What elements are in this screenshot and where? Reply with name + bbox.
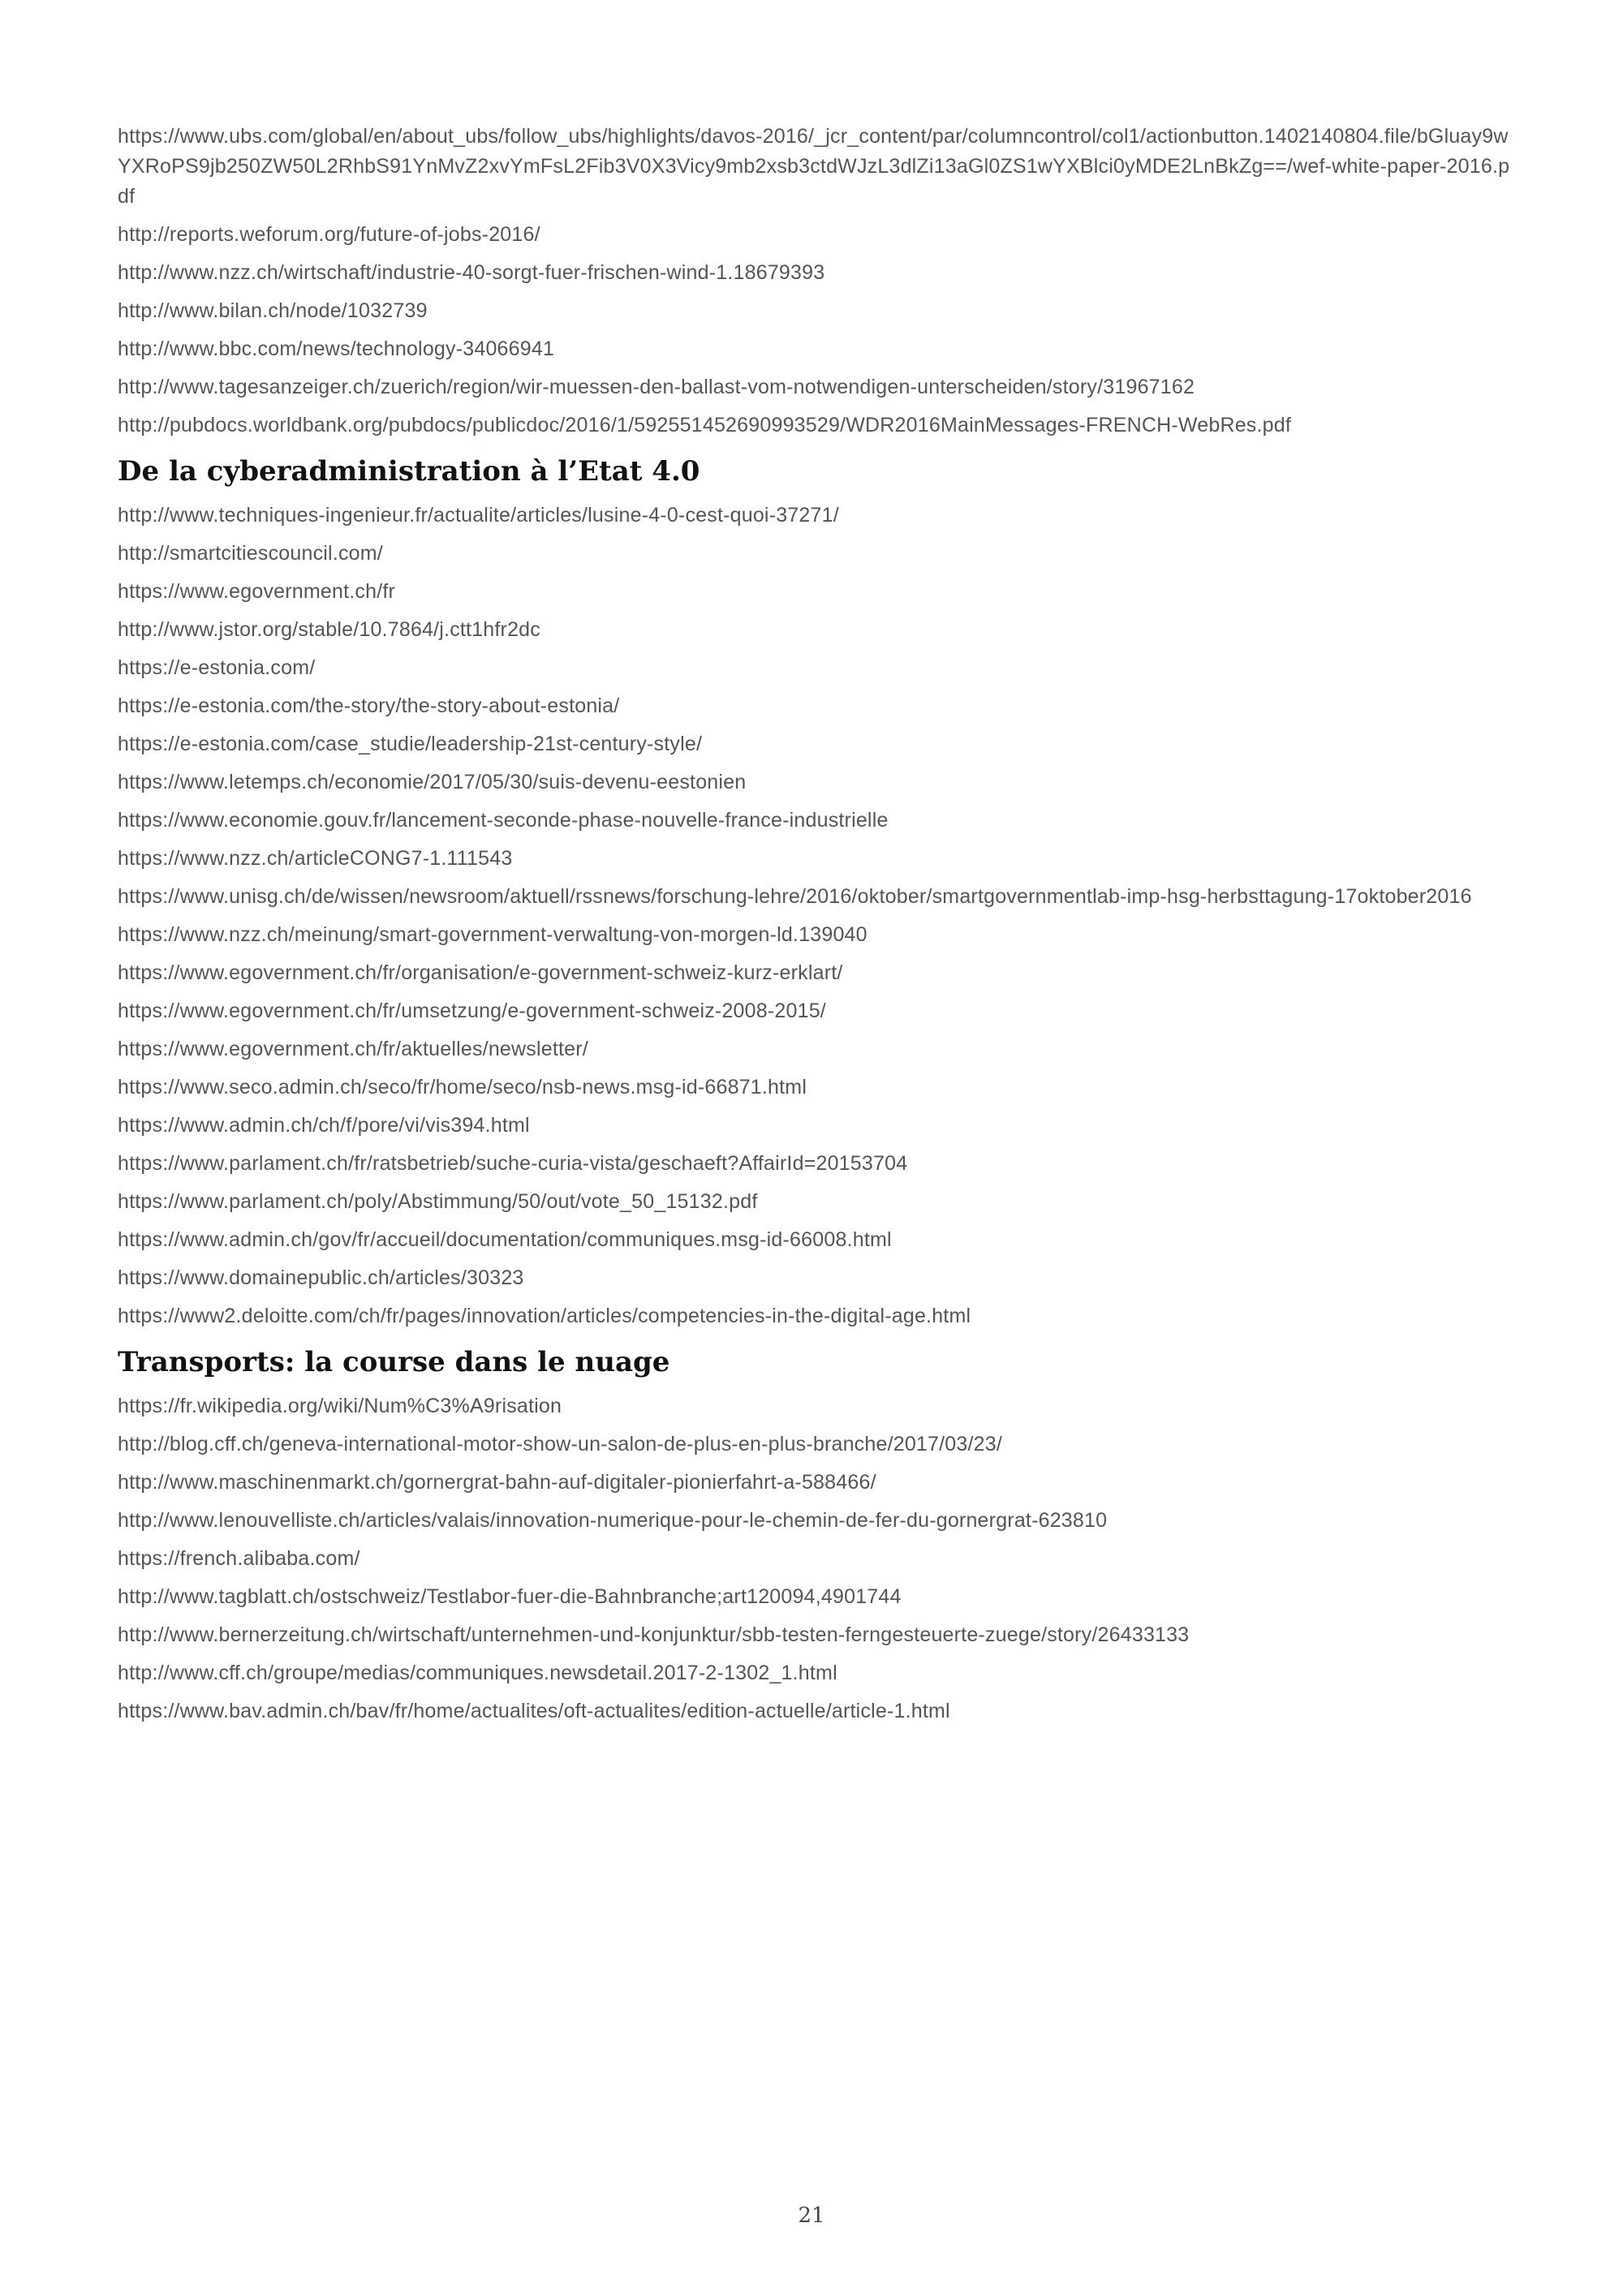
reference-link[interactable]: https://www.egovernment.ch/fr/organisation/e-government-schweiz-kurz-erklart/ — [118, 961, 843, 984]
reference-link[interactable]: https://www.economie.gouv.fr/lancement-seconde-phase-nouvelle-france-industrielle — [118, 809, 889, 832]
reference-link[interactable]: http://www.lenouvelliste.ch/articles/valais/innovation-numerique-pour-le-chemin-de-fer-du-gornergrat-623810 — [118, 1509, 1108, 1532]
reference-link[interactable]: http://reports.weforum.org/future-of-jobs-2016/ — [118, 223, 540, 246]
reference-link[interactable]: https://e-estonia.com/ — [118, 656, 316, 679]
reference-link[interactable]: http://www.jstor.org/stable/10.7864/j.ctt1hfr2dc — [118, 618, 540, 641]
section-heading-cyberadministration: De la cyberadministration à l’Etat 4.0 — [118, 455, 700, 488]
reference-link[interactable]: https://e-estonia.com/the-story/the-story-about-estonia/ — [118, 694, 620, 717]
reference-link[interactable]: http://www.cff.ch/groupe/medias/communiques.newsdetail.2017-2-1302_1.html — [118, 1662, 837, 1684]
section1-link-list — [118, 501, 1513, 1331]
reference-link[interactable]: https://www.bav.admin.ch/bav/fr/home/actualites/oft-actualites/edition-actuelle/article-1.html — [118, 1700, 950, 1722]
reference-link[interactable]: https://www.nzz.ch/articleCONG7-1.111543 — [118, 847, 513, 870]
page-number: 21 — [798, 2204, 825, 2228]
intro-link-list — [118, 122, 1513, 441]
reference-link[interactable]: https://www.seco.admin.ch/seco/fr/home/seco/nsb-news.msg-id-66871.html — [118, 1076, 807, 1099]
reference-link[interactable]: https://www.nzz.ch/meinung/smart-government-verwaltung-von-morgen-ld.139040 — [118, 923, 867, 946]
reference-link[interactable]: http://www.nzz.ch/wirtschaft/industrie-40-sorgt-fuer-frischen-wind-1.18679393 — [118, 261, 825, 284]
reference-link[interactable]: https://french.alibaba.com/ — [118, 1547, 360, 1570]
reference-link[interactable]: https://www.egovernment.ch/fr — [118, 580, 396, 603]
reference-link[interactable]: http://www.techniques-ingenieur.fr/actualite/articles/lusine-4-0-cest-quoi-37271/ — [118, 504, 839, 527]
reference-link[interactable]: https://www.egovernment.ch/fr/aktuelles/newsletter/ — [118, 1038, 588, 1060]
reference-link[interactable]: https://www.ubs.com/global/en/about_ubs/follow_ubs/highlights/davos-2016/_jcr_content/par/columncontrol/col1/actionbutton.1402140804.file/bGluay9wYXRoPS9jb250ZW50L2RhbS91YnMvZ2xvYmFsL2Fib3V0X3Vicy9mb2xsb3ctdWJzL3dlZi13aGl0ZS1wYXBlci0yMDE2LnBkZg==/wef-white-paper-2016.pdf — [118, 125, 1510, 208]
reference-link[interactable]: http://www.maschinenmarkt.ch/gornergrat-bahn-auf-digitaler-pionierfahrt-a-588466/ — [118, 1471, 876, 1494]
reference-link[interactable]: https://www.egovernment.ch/fr/umsetzung/e-government-schweiz-2008-2015/ — [118, 1000, 826, 1022]
reference-link[interactable]: https://fr.wikipedia.org/wiki/Num%C3%A9risation — [118, 1395, 562, 1417]
reference-link[interactable]: https://www.admin.ch/ch/f/pore/vi/vis394.html — [118, 1114, 530, 1137]
reference-link[interactable]: http://www.tagesanzeiger.ch/zuerich/region/wir-muessen-den-ballast-vom-notwendigen-unterscheiden/story/31967162 — [118, 376, 1195, 398]
reference-link[interactable]: http://www.bilan.ch/node/1032739 — [118, 299, 428, 322]
reference-link[interactable]: https://www.unisg.ch/de/wissen/newsroom/aktuell/rssnews/forschung-lehre/2016/oktober/smartgovernmentlab-imp-hsg-herbsttagung-17oktober2016 — [118, 885, 1472, 908]
reference-link[interactable]: https://www2.deloitte.com/ch/fr/pages/innovation/articles/competencies-in-the-digital-age.html — [118, 1305, 971, 1327]
reference-link[interactable]: https://www.domainepublic.ch/articles/30323 — [118, 1266, 524, 1289]
reference-link[interactable]: https://www.parlament.ch/fr/ratsbetrieb/suche-curia-vista/geschaeft?AffairId=20153704 — [118, 1152, 908, 1175]
reference-link[interactable]: http://smartcitiescouncil.com/ — [118, 542, 383, 565]
reference-link[interactable]: http://blog.cff.ch/geneva-international-motor-show-un-salon-de-plus-en-plus-branche/2017/03/23/ — [118, 1433, 1002, 1455]
reference-link[interactable]: https://www.admin.ch/gov/fr/accueil/documentation/communiques.msg-id-66008.html — [118, 1228, 892, 1251]
section2-link-list — [118, 1391, 1513, 1726]
document-body — [118, 122, 1513, 1735]
reference-link[interactable]: http://pubdocs.worldbank.org/pubdocs/publicdoc/2016/1/592551452690993529/WDR2016MainMessages-FRENCH-WebRes.pdf — [118, 414, 1292, 436]
reference-link[interactable]: http://www.tagblatt.ch/ostschweiz/Testlabor-fuer-die-Bahnbranche;art120094,4901744 — [118, 1585, 902, 1608]
section-heading-transports: Transports: la course dans le nuage — [118, 1346, 670, 1378]
reference-link[interactable]: https://e-estonia.com/case_studie/leadership-21st-century-style/ — [118, 733, 703, 755]
reference-link[interactable]: http://www.bernerzeitung.ch/wirtschaft/unternehmen-und-konjunktur/sbb-testen-ferngesteuerte-zuege/story/26433133 — [118, 1623, 1190, 1646]
reference-link[interactable]: https://www.letemps.ch/economie/2017/05/30/suis-devenu-eestonien — [118, 771, 747, 793]
reference-link[interactable]: http://www.bbc.com/news/technology-34066941 — [118, 338, 555, 360]
reference-link[interactable]: https://www.parlament.ch/poly/Abstimmung/50/out/vote_50_15132.pdf — [118, 1190, 758, 1213]
